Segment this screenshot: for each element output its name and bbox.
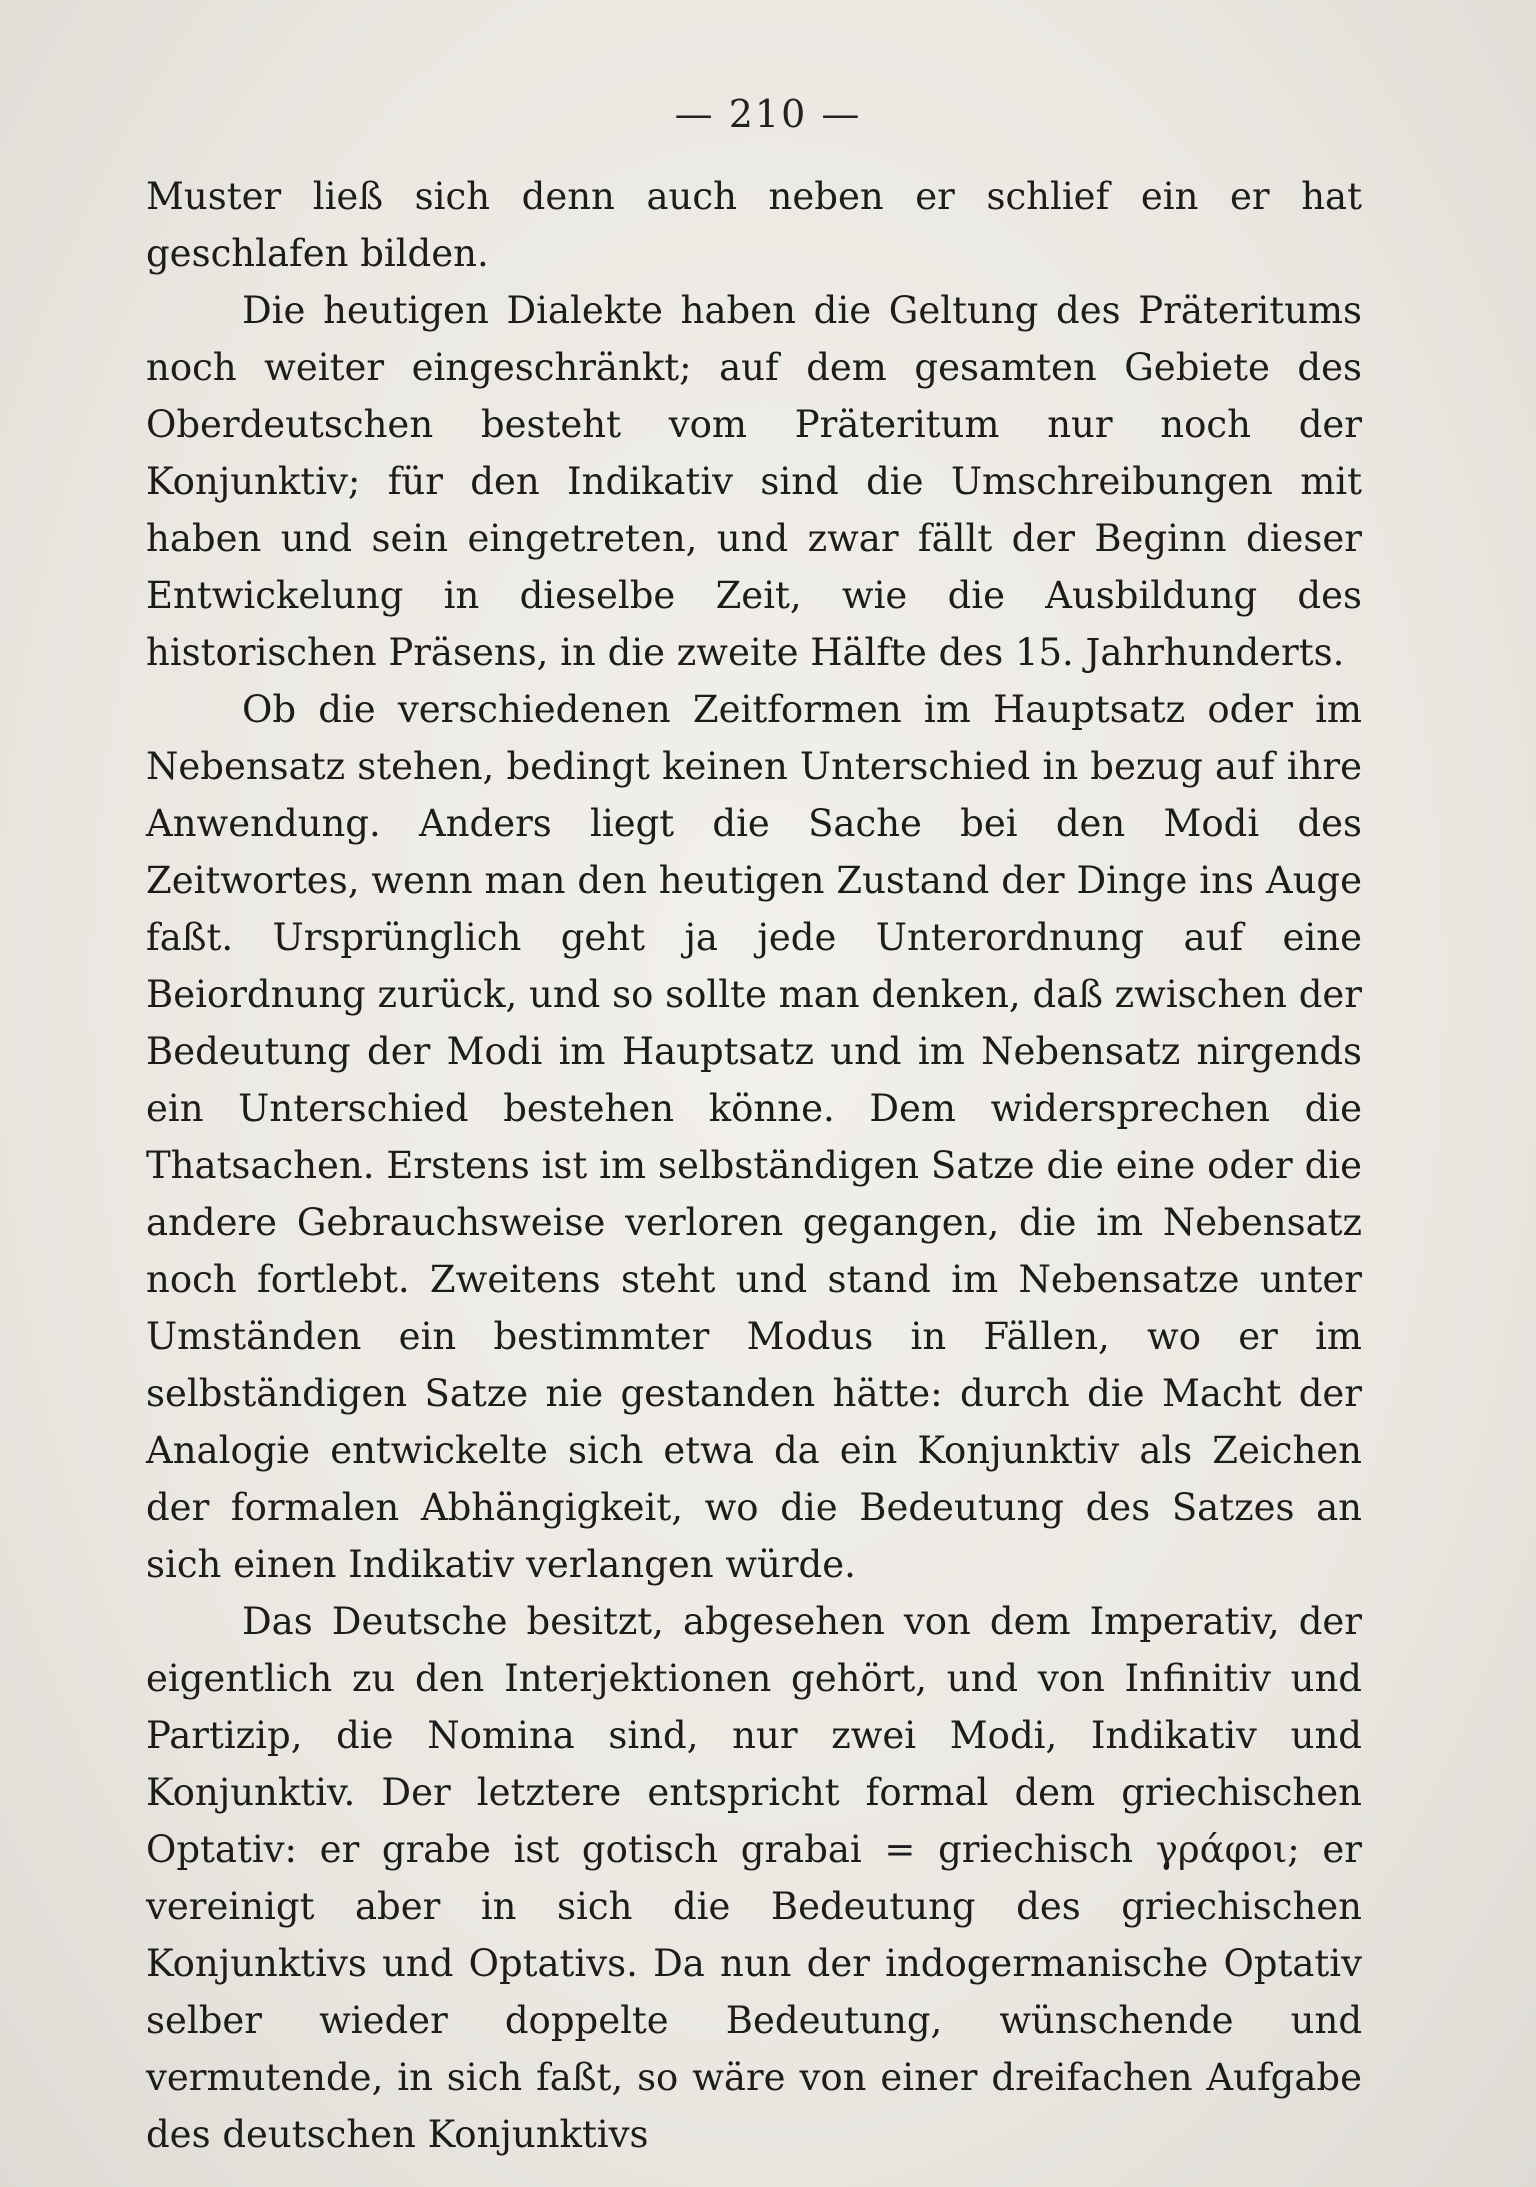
page-number: — 210 — bbox=[674, 92, 862, 136]
paragraph-1: Muster ließ sich denn auch neben er schlief ein er hat geschlafen bilden. bbox=[146, 175, 1362, 275]
paragraph-4: Das Deutsche besitzt, abgesehen von dem Imperativ, der eigentlich zu den Interjektionen gehört, und von Infinitiv und Partizip, die Nomina sind, nur zwei Modi, Indikativ und Konjunktiv. Der letztere entspricht formal dem griechischen Optativ: er grabe ist gotisch grabai = griechisch γράφοι; er vereinigt aber in sich die Bedeutung des griechischen Konjunktivs und Optativs. Da nun der indogermanische Optativ selber wieder doppelte Bedeutung, wünschende und vermutende, in sich faßt, so wäre von einer dreifachen Aufgabe des deutschen Konjunktivs bbox=[146, 1600, 1362, 2156]
body-text bbox=[146, 168, 1362, 2163]
paragraph-2: Die heutigen Dialekte haben die Geltung des Präteritums noch weiter eingeschränkt; auf dem gesamten Gebiete des Oberdeutschen besteht vom Präteritum nur noch der Konjunktiv; für den Indikativ sind die Umschreibungen mit haben und sein eingetreten, und zwar fällt der Beginn dieser Entwickelung in dieselbe Zeit, wie die Ausbildung des historischen Präsens, in die zweite Hälfte des 15. Jahrhunderts. bbox=[146, 289, 1362, 674]
paragraph-3: Ob die verschiedenen Zeitformen im Hauptsatz oder im Nebensatz stehen, bedingt keinen Unterschied in bezug auf ihre Anwendung. Anders liegt die Sache bei den Modi des Zeitwortes, wenn man den heutigen Zustand der Dinge ins Auge faßt. Ursprünglich geht ja jede Unterordnung auf eine Beiordnung zurück, und so sollte man denken, daß zwischen der Bedeutung der Modi im Hauptsatz und im Nebensatz nirgends ein Unterschied bestehen könne. Dem widersprechen die Thatsachen. Erstens ist im selbständigen Satze die eine oder die andere Gebrauchsweise verloren gegangen, die im Nebensatz noch fortlebt. Zweitens steht und stand im Nebensatze unter Umständen ein bestimmter Modus in Fällen, wo er im selbständigen Satze nie gestanden hätte: durch die Macht der Analogie entwickelte sich etwa da ein Konjunktiv als Zeichen der formalen Abhängigkeit, wo die Bedeutung des Satzes an sich einen Indikativ verlangen würde. bbox=[146, 688, 1362, 1586]
